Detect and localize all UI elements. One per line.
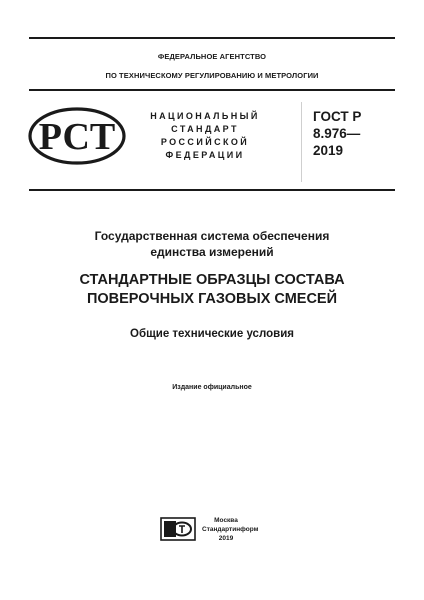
gost-line-2: 8.976— [313, 126, 361, 141]
svg-text:РСТ: РСТ [38, 116, 116, 158]
gost-designation [313, 108, 361, 159]
publisher-info [202, 516, 259, 543]
edition-label: Издание официальное [172, 384, 252, 391]
title-line-1: СТАНДАРТНЫЕ ОБРАЗЦЫ СОСТАВА [79, 272, 345, 288]
block-divider [301, 102, 302, 182]
document-title [0, 271, 424, 309]
document-subtitle: Общие технические условия [130, 328, 294, 340]
rst-mark-icon [27, 106, 127, 166]
series-line-2: единства измерений [150, 245, 274, 259]
title-line-2: ПОВЕРОЧНЫХ ГАЗОВЫХ СМЕСЕЙ [86, 291, 338, 307]
header-rule [29, 89, 395, 91]
gost-line-3: 2019 [313, 143, 344, 158]
publisher-city: Москва [214, 517, 238, 524]
block-rule [29, 189, 395, 191]
series-title [0, 228, 424, 260]
national-line-2: СТАНДАРТ [171, 124, 239, 134]
agency-line-2: ПО ТЕХНИЧЕСКОМУ РЕГУЛИРОВАНИЮ И МЕТРОЛОГИИ [105, 71, 319, 80]
publisher-year: 2019 [218, 535, 234, 542]
series-line-1: Государственная система обеспечения [94, 229, 330, 243]
agency-line-1: ФЕДЕРАЛЬНОЕ АГЕНТСТВО [157, 52, 267, 61]
national-line-1: НАЦИОНАЛЬНЫЙ [150, 111, 260, 121]
national-line-3: РОССИЙСКОЙ [160, 137, 250, 147]
standartinform-logo-icon [160, 517, 196, 541]
national-line-4: ФЕДЕРАЦИИ [165, 150, 245, 160]
gost-line-1: ГОСТ Р [313, 109, 362, 124]
publisher-name: Стандартинформ [202, 526, 259, 533]
national-standard-label [130, 110, 280, 162]
top-rule [29, 37, 395, 39]
